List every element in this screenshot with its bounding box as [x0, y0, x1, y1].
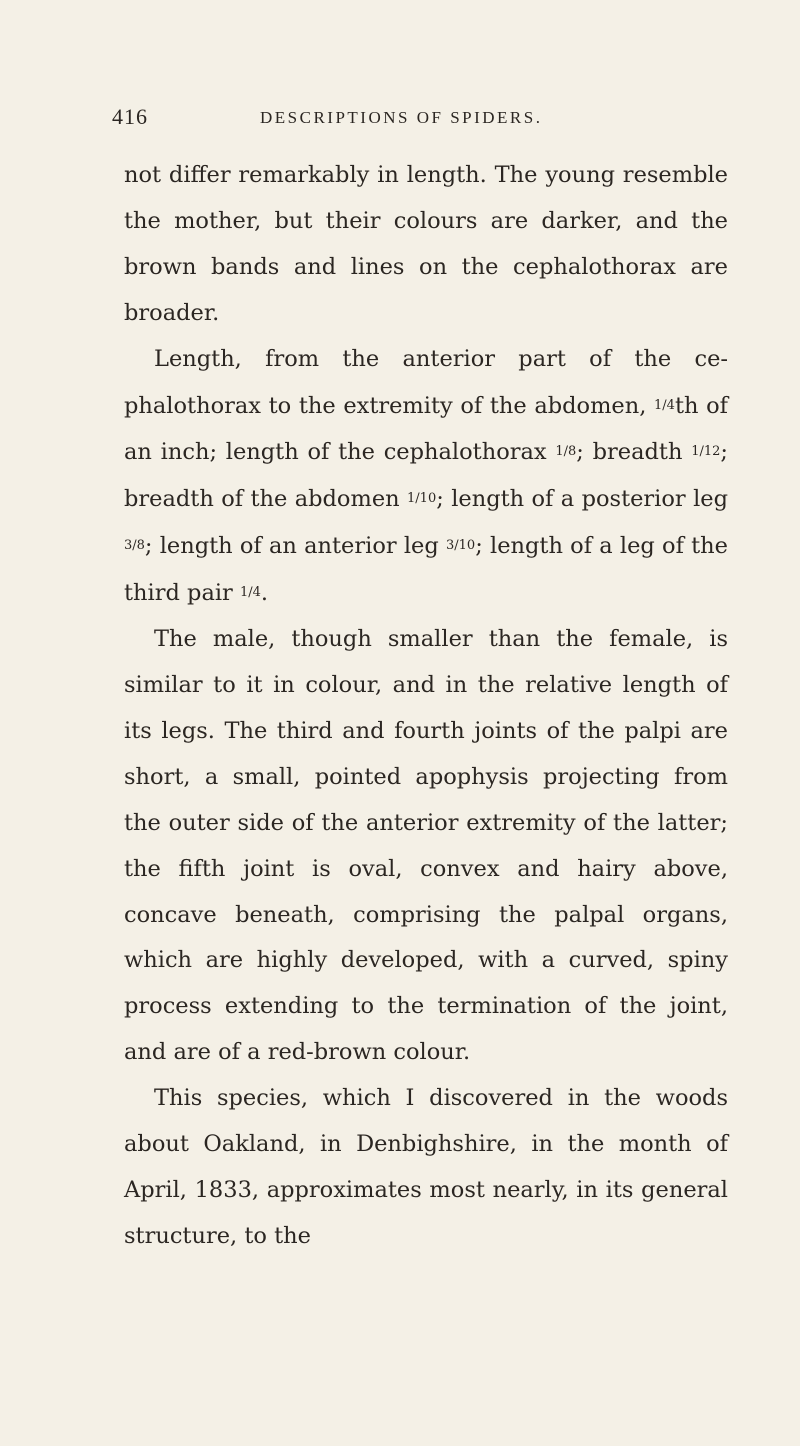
paragraph-measurements	[124, 337, 728, 617]
fraction-cephalothorax-length: 1/8	[555, 444, 577, 460]
fraction-posterior-leg: 3/8	[124, 538, 145, 554]
paragraph-young-description: not differ remarkably in length. The young resemble the mother, but their colours are darker, and the brown bands and lines on the cephalothorax are broader.	[124, 162, 728, 326]
measurement-text: ; length of a leg of the third pair	[124, 533, 728, 607]
measurement-text: th of an inch; length of the cephalothorax	[124, 392, 728, 466]
fraction-third-pair-leg: 1/4	[239, 585, 261, 601]
fraction-total-length: 1/4	[654, 397, 675, 413]
fraction-cephalothorax-breadth: 1/12	[691, 444, 721, 460]
fraction-abdomen-breadth: 1/10	[407, 491, 437, 507]
body-text	[124, 153, 728, 1260]
measurement-text: ; breadth of the abdomen	[124, 439, 728, 513]
paragraph-species-discovery: This species, which I discovered in the woods about Oakland, in Denbighshire, in the month of April, 1833, approximates most nearly, in its general structure, to the	[124, 1085, 728, 1249]
measurement-text: .	[260, 580, 269, 607]
measurement-text: Length, from the anterior part of the ce-phalothorax to the extremity of the abdomen,	[124, 345, 728, 419]
measurement-text: ; length of an anterior leg	[144, 533, 446, 560]
measurement-text: ; length of a posterior leg	[436, 486, 728, 513]
fraction-anterior-leg: 3/10	[446, 538, 476, 554]
running-title: DESCRIPTIONS OF SPIDERS.	[260, 108, 543, 127]
paragraph-male-description: The male, though smaller than the female, is similar to it in colour, and in the relative length of its legs. The third and fourth joints of the palpi are short, a small, pointed apophysis projecting from the outer side of the anterior extremity of the latter; the fifth joint is oval, convex and hairy above, concave beneath, comprising the palpal organs, which are highly developed, with a curved, spiny process extending to the termination of the joint, and are of a red-brown colour.	[124, 626, 728, 1066]
measurement-text: ; breadth	[576, 439, 692, 466]
page-number: 416	[112, 104, 148, 129]
running-head	[112, 104, 732, 134]
